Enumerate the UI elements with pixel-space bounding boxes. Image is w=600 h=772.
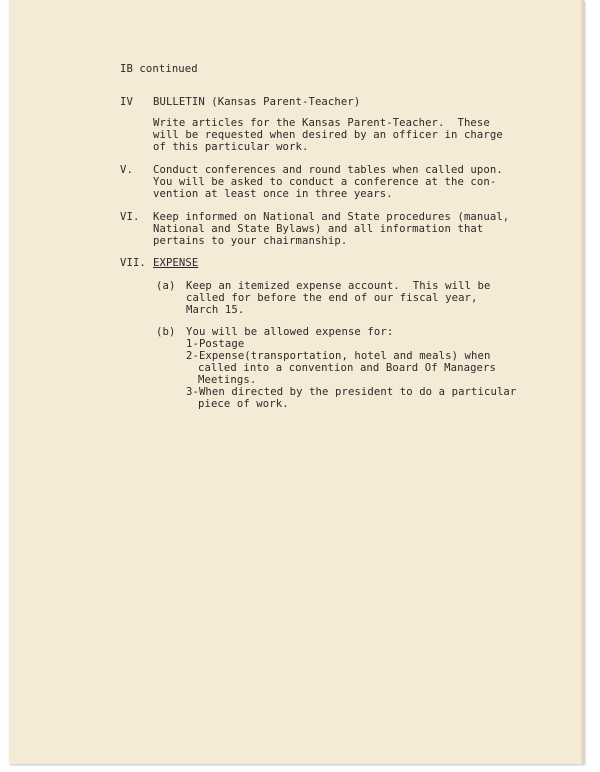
section-iv-title: BULLETIN (Kansas Parent-Teacher) [153, 96, 361, 108]
section-vii-b-item-2: 2-Expense(transportation, hotel and meals) when [186, 350, 491, 362]
section-vii-b-item-1: 1-Postage [186, 338, 245, 350]
section-vii-b-item-2-cont-1: called into a convention and Board Of Managers [198, 362, 496, 374]
section-vii-b-item-3: 3-When directed by the president to do a particular [186, 386, 517, 398]
section-vii-a-line-2: called for before the end of our fiscal year, [186, 292, 478, 304]
section-v-line-3: vention at least once in three years. [153, 188, 393, 200]
section-v-line-1: Conduct conferences and round tables when called upon. [153, 164, 503, 176]
section-vi-line-1: Keep informed on National and State procedures (manual, [153, 211, 510, 223]
section-iv-line-1: Write articles for the Kansas Parent-Teacher. These [153, 117, 490, 129]
section-vi-number: VI. [120, 211, 140, 223]
section-v-number: V. [120, 164, 133, 176]
section-vii-a-line-3: March 15. [186, 304, 245, 316]
section-vii-title: EXPENSE [153, 257, 199, 269]
section-vii-b-item-2-cont-2: Meetings. [198, 374, 257, 386]
section-v-line-2: You will be asked to conduct a conference at the con- [153, 176, 497, 188]
section-vii-a-line-1: Keep an itemized expense account. This will be [186, 280, 491, 292]
section-iv-line-3: of this particular work. [153, 141, 309, 153]
section-vii-b-intro: You will be allowed expense for: [186, 326, 394, 338]
section-vi-line-3: pertains to your chairmanship. [153, 235, 348, 247]
section-iv-number: IV [120, 96, 133, 108]
section-vi-line-2: National and State Bylaws) and all information that [153, 223, 484, 235]
section-iv-line-2: will be requested when desired by an officer in charge [153, 129, 503, 141]
section-vii-number: VII. [120, 257, 146, 269]
page-edge [581, 0, 584, 764]
section-vii-b-item-3-cont: piece of work. [198, 398, 289, 410]
section-vii-a-label: (a) [156, 280, 176, 292]
document-page [9, 0, 584, 764]
section-vii-b-label: (b) [156, 326, 176, 338]
header-text: IB continued [120, 63, 198, 75]
